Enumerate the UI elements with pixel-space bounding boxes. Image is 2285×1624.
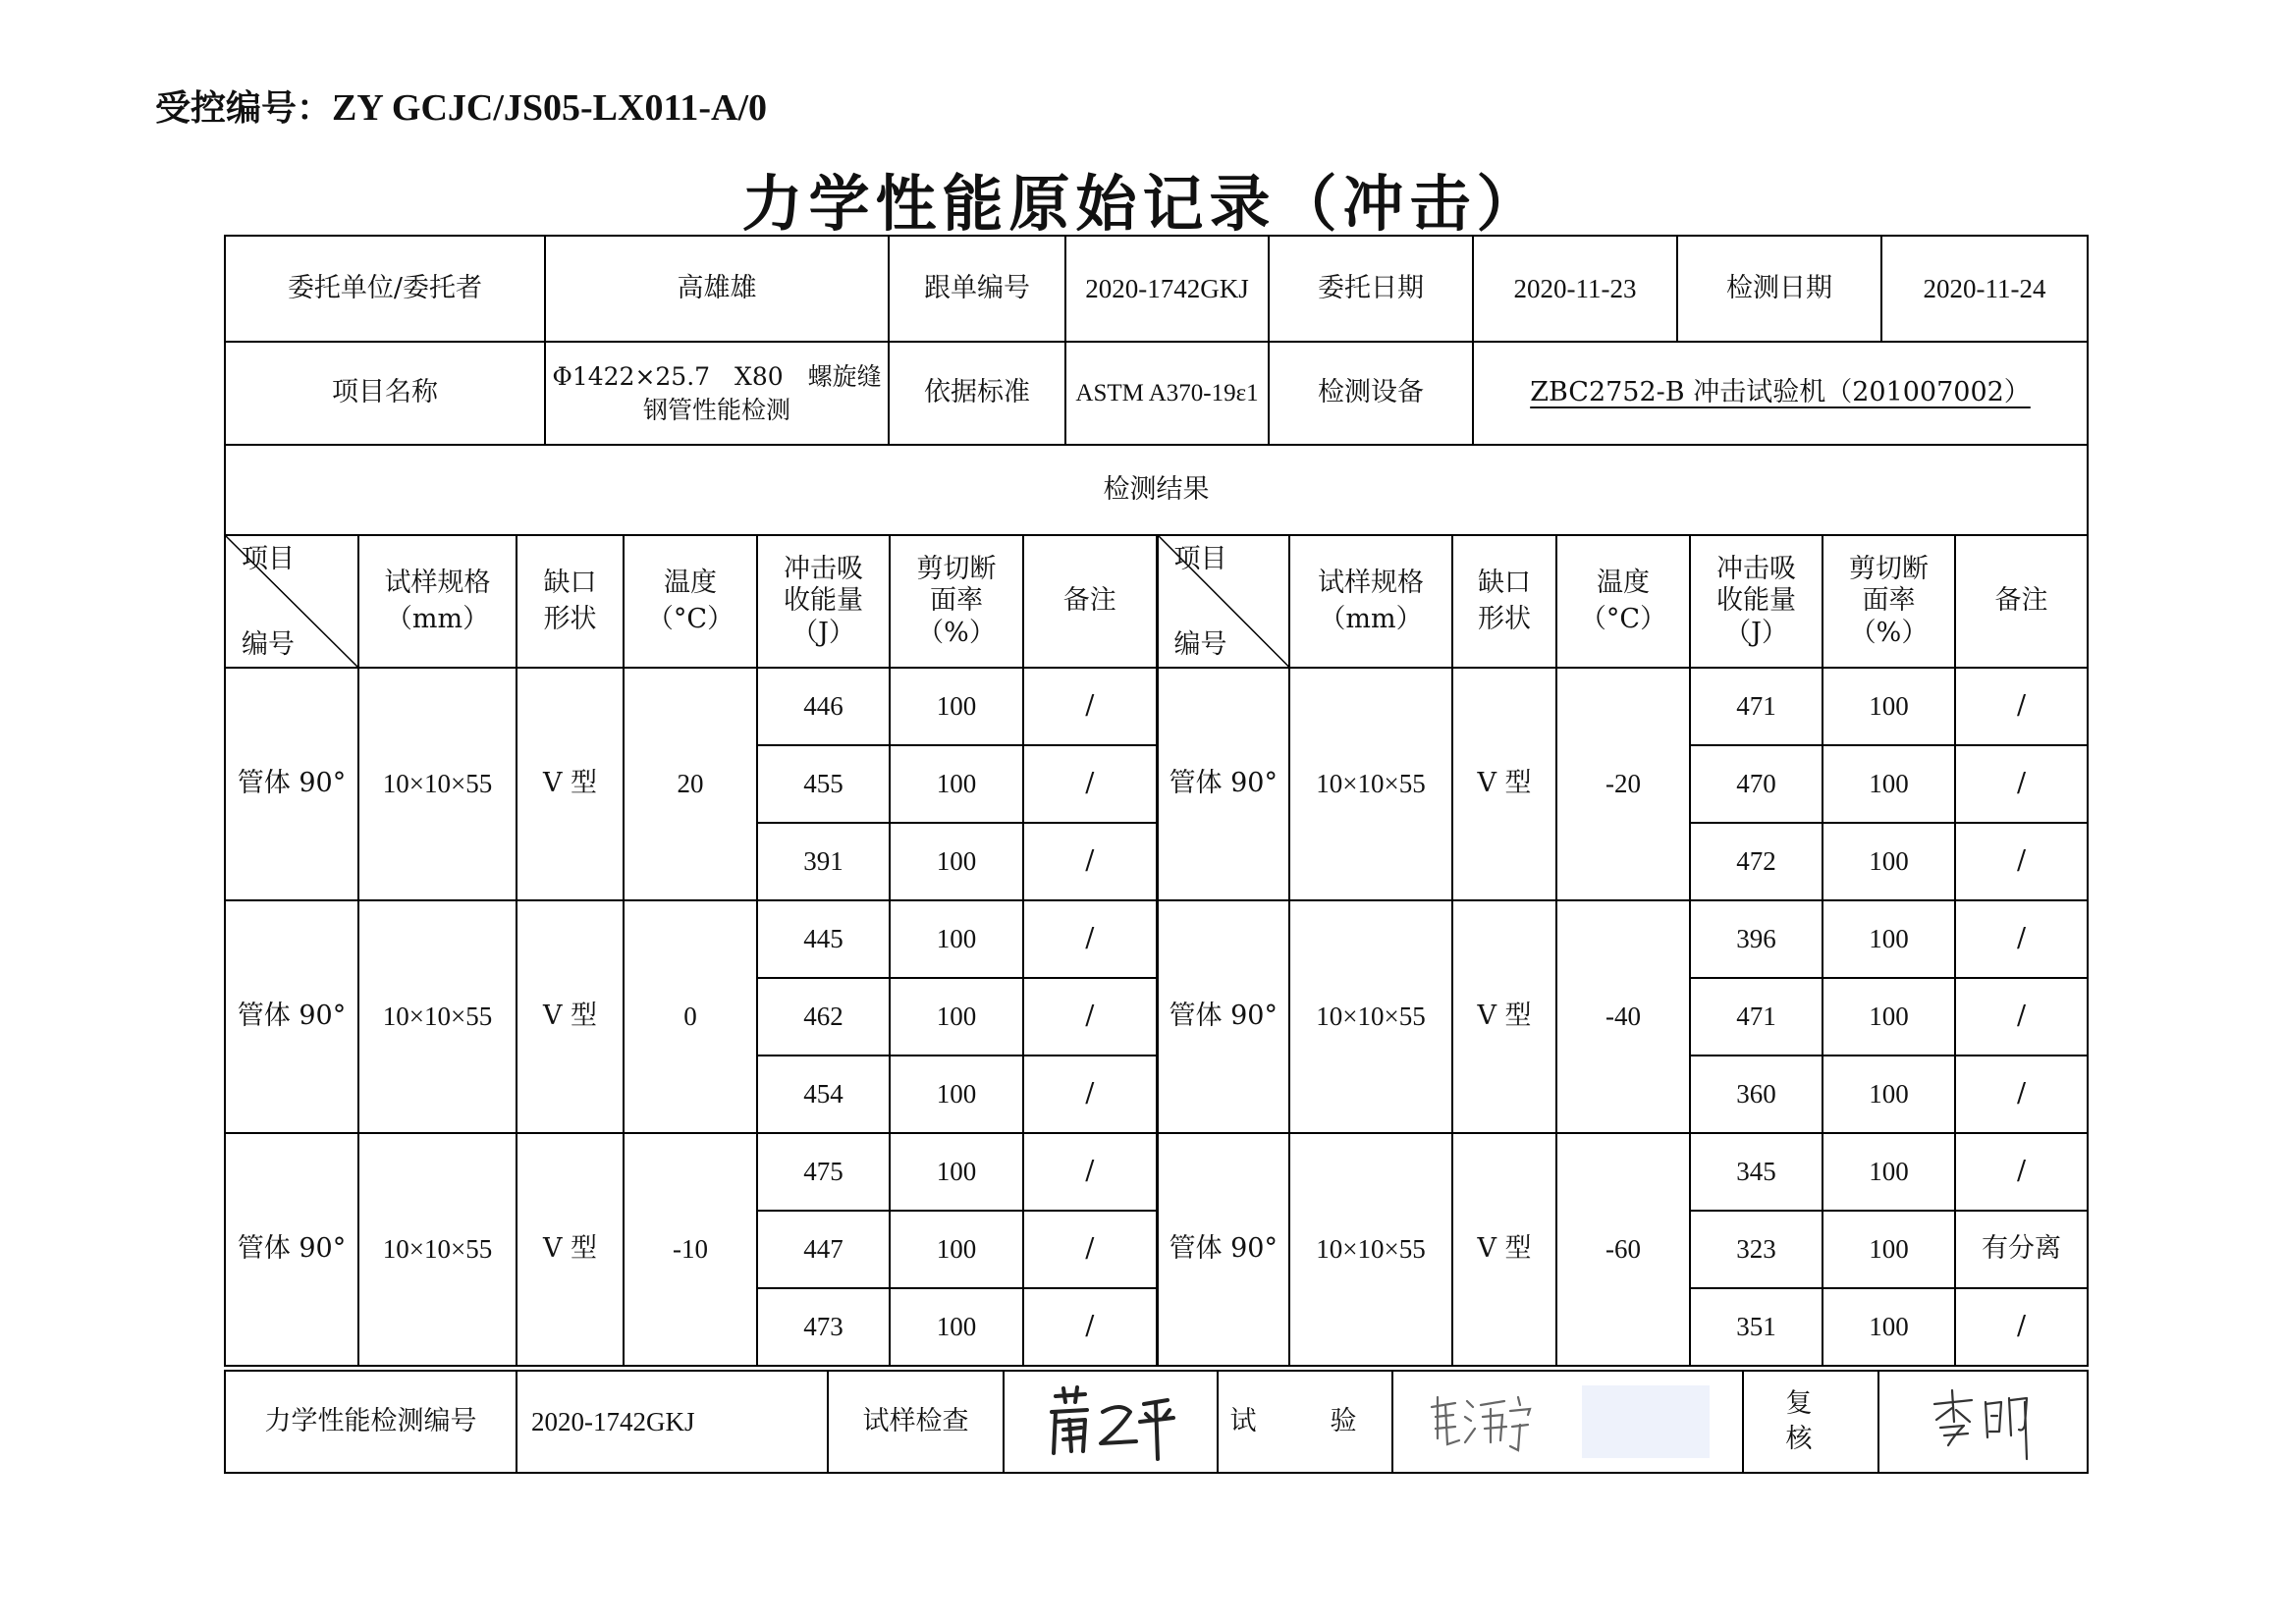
energy-header-line1: 冲击吸 <box>1716 553 1796 584</box>
shear-cell: 100 <box>890 1056 1023 1133</box>
notch-header-line1: 缺口 <box>543 568 597 599</box>
table-row <box>225 668 2088 745</box>
energy-cell: 323 <box>1690 1211 1823 1288</box>
temp-header-label: 温度 <box>664 568 717 599</box>
energy-cell: 475 <box>757 1133 890 1211</box>
energy-cell: 455 <box>757 745 890 823</box>
tracking-value: 2020-1742GKJ <box>1065 236 1269 342</box>
remark-cell: / <box>1023 978 1157 1056</box>
temp-header <box>624 535 757 668</box>
temp-cell: 20 <box>624 668 757 900</box>
shear-cell: 100 <box>1823 823 1955 900</box>
temp-header-label: 温度 <box>1597 568 1650 599</box>
project-label: 项目名称 <box>225 342 545 445</box>
table-row <box>225 1133 2088 1211</box>
remark-cell: / <box>1955 900 2088 978</box>
energy-cell: 462 <box>757 978 890 1056</box>
review-signature-image <box>1925 1382 2042 1461</box>
shear-cell: 100 <box>890 1133 1023 1211</box>
temp-cell: -20 <box>1556 668 1690 900</box>
item-number-header <box>1157 535 1289 668</box>
shear-cell: 100 <box>1823 900 1955 978</box>
shear-header-line1: 剪切断 <box>916 553 997 584</box>
temp-header-unit: （°C） <box>1579 603 1667 634</box>
temp-header-unit: （°C） <box>646 603 734 634</box>
shear-header-line2: 面率 <box>930 585 983 617</box>
remark-header <box>1955 535 2088 668</box>
item-cell: 管体 90° <box>1157 1133 1289 1366</box>
remark-cell: / <box>1023 823 1157 900</box>
shear-header <box>1823 535 1955 668</box>
tracking-label: 跟单编号 <box>889 236 1065 342</box>
remark-cell: / <box>1023 1056 1157 1133</box>
remark-cell: / <box>1023 1288 1157 1366</box>
control-number-value: ZY GCJC/JS05-LX011-A/0 <box>332 87 768 129</box>
item-cell: 管体 90° <box>1157 900 1289 1133</box>
temp-cell: 0 <box>624 900 757 1133</box>
remark-cell: / <box>1023 1211 1157 1288</box>
spec-header-label: 试样规格 <box>384 568 491 599</box>
energy-cell: 473 <box>757 1288 890 1366</box>
equipment-value: ZBC2752-B 冲击试验机（201007002） <box>1473 342 2088 445</box>
energy-header-line1: 冲击吸 <box>784 553 863 584</box>
shear-cell: 100 <box>1823 978 1955 1056</box>
redaction-box <box>1582 1385 1710 1458</box>
control-number <box>155 81 767 131</box>
shear-header-unit: （%） <box>917 617 996 648</box>
remark-cell: / <box>1955 668 2088 745</box>
remark-cell: / <box>1023 668 1157 745</box>
spec-header-label: 试样规格 <box>1318 568 1424 599</box>
client-value: 高雄雄 <box>545 236 889 342</box>
spec-cell: 10×10×55 <box>358 900 517 1133</box>
sample-check-signature-image <box>1042 1382 1179 1461</box>
remark-header-label: 备注 <box>1062 585 1116 617</box>
item-number-header <box>225 535 358 668</box>
energy-cell: 446 <box>757 668 890 745</box>
item-header-bottom: 编号 <box>242 628 295 660</box>
project-value: Φ1422×25.7 X80 螺旋缝钢管性能检测 <box>545 342 889 445</box>
energy-cell: 396 <box>1690 900 1823 978</box>
energy-cell: 472 <box>1690 823 1823 900</box>
temp-header <box>1556 535 1690 668</box>
footer-table <box>224 1370 2089 1474</box>
review-label: 复 核 <box>1743 1371 1878 1473</box>
remark-cell: / <box>1955 1288 2088 1366</box>
table-row <box>225 900 2088 978</box>
commission-date-value: 2020-11-23 <box>1473 236 1677 342</box>
item-header-top: 项目 <box>242 544 295 574</box>
item-header-top: 项目 <box>1173 544 1227 574</box>
notch-header-line2: 形状 <box>543 603 597 634</box>
notch-header-line2: 形状 <box>1478 603 1531 634</box>
shear-header-unit: （%） <box>1849 617 1929 648</box>
shear-cell: 100 <box>890 1211 1023 1288</box>
shear-cell: 100 <box>890 823 1023 900</box>
notch-cell: V 型 <box>1452 900 1556 1133</box>
energy-cell: 345 <box>1690 1133 1823 1211</box>
item-cell: 管体 90° <box>225 900 358 1133</box>
notch-header <box>517 535 624 668</box>
spec-header-unit: （mm） <box>385 603 490 634</box>
spec-cell: 10×10×55 <box>1289 1133 1452 1366</box>
notch-cell: V 型 <box>1452 1133 1556 1366</box>
notch-cell: V 型 <box>517 900 624 1133</box>
shear-cell: 100 <box>1823 1288 1955 1366</box>
shear-cell: 100 <box>1823 745 1955 823</box>
item-cell: 管体 90° <box>225 668 358 900</box>
page-title: 力学性能原始记录（冲击） <box>741 168 1544 240</box>
temp-cell: -10 <box>624 1133 757 1366</box>
spec-cell: 10×10×55 <box>358 668 517 900</box>
remark-cell: / <box>1955 978 2088 1056</box>
shear-cell: 100 <box>890 668 1023 745</box>
energy-cell: 470 <box>1690 745 1823 823</box>
remark-cell: 有分离 <box>1955 1211 2088 1288</box>
commission-date-label: 委托日期 <box>1269 236 1473 342</box>
shear-cell: 100 <box>1823 1211 1955 1288</box>
energy-header <box>1690 535 1823 668</box>
test-date-label: 检测日期 <box>1677 236 1881 342</box>
energy-header-line2: 收能量 <box>784 585 863 617</box>
control-number-label: 受控编号： <box>155 87 333 129</box>
test-label: 试 验 <box>1218 1371 1392 1473</box>
notch-header <box>1452 535 1556 668</box>
results-label: 检测结果 <box>225 445 2088 535</box>
spec-header <box>1289 535 1452 668</box>
mech-no-label: 力学性能检测编号 <box>225 1371 517 1473</box>
shear-cell: 100 <box>890 900 1023 978</box>
remark-header-label: 备注 <box>1994 585 2048 617</box>
energy-cell: 391 <box>757 823 890 900</box>
client-label: 委托单位/委托者 <box>225 236 545 342</box>
spec-header-unit: （mm） <box>1319 603 1423 634</box>
remark-cell: / <box>1023 1133 1157 1211</box>
info-table <box>224 235 2089 536</box>
shear-cell: 100 <box>890 1288 1023 1366</box>
shear-header-line2: 面率 <box>1862 585 1916 617</box>
shear-cell: 100 <box>1823 1056 1955 1133</box>
standard-value: ASTM A370-19ε1 <box>1065 342 1269 445</box>
notch-cell: V 型 <box>1452 668 1556 900</box>
column-header-row <box>225 535 2088 668</box>
equipment-label: 检测设备 <box>1269 342 1473 445</box>
remark-cell: / <box>1023 900 1157 978</box>
shear-header-line1: 剪切断 <box>1849 553 1929 584</box>
results-table <box>224 534 2089 1367</box>
item-cell: 管体 90° <box>1157 668 1289 900</box>
remark-cell: / <box>1023 745 1157 823</box>
energy-header-unit: （J） <box>1724 617 1788 648</box>
energy-cell: 471 <box>1690 668 1823 745</box>
remark-cell: / <box>1955 1133 2088 1211</box>
energy-cell: 454 <box>757 1056 890 1133</box>
energy-cell: 351 <box>1690 1288 1823 1366</box>
shear-cell: 100 <box>890 745 1023 823</box>
shear-cell: 100 <box>1823 1133 1955 1211</box>
spec-header <box>358 535 517 668</box>
temp-cell: -40 <box>1556 900 1690 1133</box>
energy-cell: 445 <box>757 900 890 978</box>
notch-cell: V 型 <box>517 668 624 900</box>
mech-no-value: 2020-1742GKJ <box>517 1371 828 1473</box>
energy-cell: 471 <box>1690 978 1823 1056</box>
spec-cell: 10×10×55 <box>1289 900 1452 1133</box>
shear-cell: 100 <box>1823 668 1955 745</box>
test-signature-image <box>1426 1387 1534 1456</box>
remark-cell: / <box>1955 1056 2088 1133</box>
notch-header-line1: 缺口 <box>1478 568 1531 599</box>
energy-header-line2: 收能量 <box>1716 585 1796 617</box>
test-date-value: 2020-11-24 <box>1881 236 2088 342</box>
remark-cell: / <box>1955 745 2088 823</box>
item-header-bottom: 编号 <box>1173 628 1227 660</box>
shear-cell: 100 <box>890 978 1023 1056</box>
sample-check-signature <box>1004 1371 1218 1473</box>
spec-cell: 10×10×55 <box>358 1133 517 1366</box>
notch-cell: V 型 <box>517 1133 624 1366</box>
test-signature <box>1392 1371 1743 1473</box>
remark-header <box>1023 535 1157 668</box>
energy-cell: 360 <box>1690 1056 1823 1133</box>
temp-cell: -60 <box>1556 1133 1690 1366</box>
energy-header <box>757 535 890 668</box>
energy-cell: 447 <box>757 1211 890 1288</box>
review-signature <box>1878 1371 2088 1473</box>
energy-header-unit: （J） <box>791 617 855 648</box>
spec-cell: 10×10×55 <box>1289 668 1452 900</box>
sample-check-label: 试样检查 <box>828 1371 1004 1473</box>
item-cell: 管体 90° <box>225 1133 358 1366</box>
shear-header <box>890 535 1023 668</box>
standard-label: 依据标准 <box>889 342 1065 445</box>
remark-cell: / <box>1955 823 2088 900</box>
